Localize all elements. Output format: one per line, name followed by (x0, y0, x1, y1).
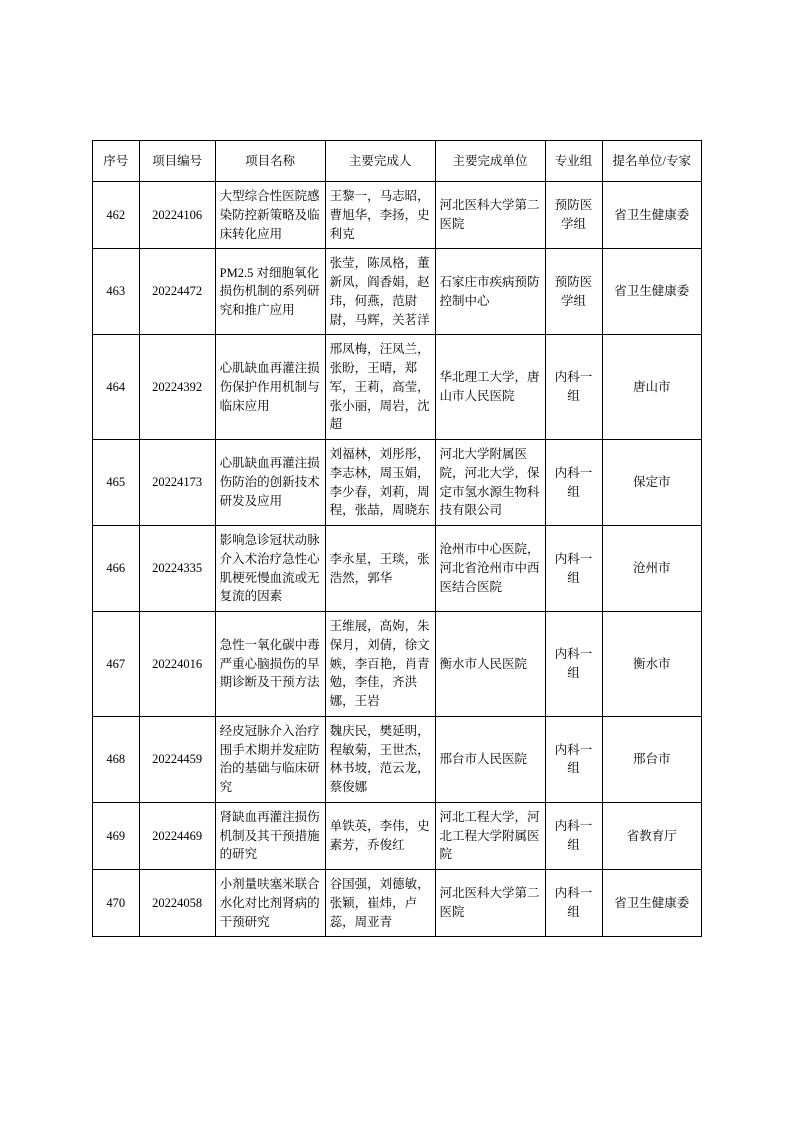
table-row (93, 440, 702, 526)
cell-nominee: 保定市 (602, 440, 701, 526)
cell-project-name: 小剂量呋塞米联合水化对比剂肾病的干预研究 (215, 870, 325, 937)
cell-nominee: 衡水市 (602, 612, 701, 717)
table-row (93, 716, 702, 802)
cell-project-name: 大型综合性医院感染防控新策略及临床转化应用 (215, 182, 325, 249)
cell-org: 沧州市中心医院，河北省沧州市中西医结合医院 (435, 526, 545, 612)
cell-org: 衡水市人民医院 (435, 612, 545, 717)
cell-project-name: 肾缺血再灌注损伤机制及其干预措施的研究 (215, 802, 325, 869)
cell-group: 内科一组 (545, 335, 602, 440)
cell-project-name: 经皮冠脉介入治疗围手术期并发症防治的基础与临床研究 (215, 716, 325, 802)
cell-people: 邢凤梅，汪凤兰，张盼，王晴，郑军，王莉，高莹，张小丽，周岩，沈超 (325, 335, 435, 440)
cell-no: 469 (93, 802, 140, 869)
cell-no: 470 (93, 870, 140, 937)
cell-group: 预防医学组 (545, 249, 602, 335)
cell-code: 20224173 (139, 440, 215, 526)
cell-no: 464 (93, 335, 140, 440)
cell-group: 内科一组 (545, 870, 602, 937)
table-row (93, 802, 702, 869)
cell-nominee: 邢台市 (602, 716, 701, 802)
cell-project-name: 心肌缺血再灌注损伤保护作用机制与临床应用 (215, 335, 325, 440)
cell-org: 华北理工大学，唐山市人民医院 (435, 335, 545, 440)
cell-project-name: 心肌缺血再灌注损伤防治的创新技术研发及应用 (215, 440, 325, 526)
cell-nominee: 省卫生健康委 (602, 249, 701, 335)
cell-people: 王维展，高姁，朱保月，刘倩，徐文嫉，李百艳，肖青勉，李佳，齐洪娜，王岩 (325, 612, 435, 717)
cell-org: 河北医科大学第二医院 (435, 182, 545, 249)
table-row (93, 249, 702, 335)
cell-no: 465 (93, 440, 140, 526)
cell-group: 内科一组 (545, 716, 602, 802)
cell-code: 20224335 (139, 526, 215, 612)
cell-group: 内科一组 (545, 440, 602, 526)
cell-code: 20224058 (139, 870, 215, 937)
cell-no: 467 (93, 612, 140, 717)
cell-project-name: 影响急诊冠状动脉介入术治疗急性心肌梗死慢血流或无复流的因素 (215, 526, 325, 612)
cell-group: 内科一组 (545, 802, 602, 869)
cell-no: 466 (93, 526, 140, 612)
award-projects-table (92, 140, 702, 937)
cell-people: 李永星，王琰，张浩然，郭华 (325, 526, 435, 612)
table-row (93, 335, 702, 440)
cell-org: 河北大学附属医院，河北大学，保定市氢水源生物科技有限公司 (435, 440, 545, 526)
column-header-group: 专业组 (545, 141, 602, 182)
cell-people: 张莹，陈凤格，董新凤，阎香娟，赵玮，何燕，范尉尉，马辉，关茗洋 (325, 249, 435, 335)
cell-nominee: 省教育厅 (602, 802, 701, 869)
column-header-nominee: 提名单位/专家 (602, 141, 701, 182)
cell-org: 邢台市人民医院 (435, 716, 545, 802)
cell-no: 462 (93, 182, 140, 249)
cell-group: 内科一组 (545, 612, 602, 717)
cell-nominee: 沧州市 (602, 526, 701, 612)
table-row (93, 870, 702, 937)
cell-code: 20224106 (139, 182, 215, 249)
cell-group: 内科一组 (545, 526, 602, 612)
cell-no: 463 (93, 249, 140, 335)
cell-project-name: 急性一氧化碳中毒严重心脑损伤的早期诊断及干预方法 (215, 612, 325, 717)
cell-code: 20224016 (139, 612, 215, 717)
cell-org: 石家庄市疾病预防控制中心 (435, 249, 545, 335)
cell-people: 王黎一，马志昭，曹旭华，李扬，史利克 (325, 182, 435, 249)
table-header-row (93, 141, 702, 182)
table-row (93, 526, 702, 612)
cell-nominee: 唐山市 (602, 335, 701, 440)
cell-code: 20224392 (139, 335, 215, 440)
cell-code: 20224472 (139, 249, 215, 335)
table-row (93, 182, 702, 249)
cell-group: 预防医学组 (545, 182, 602, 249)
column-header-code: 项目编号 (139, 141, 215, 182)
cell-people: 魏庆民，樊延明，程敏菊，王世杰，林书坡，范云龙，蔡俊娜 (325, 716, 435, 802)
table-row (93, 612, 702, 717)
cell-code: 20224459 (139, 716, 215, 802)
cell-project-name: PM2.5 对细胞氧化损伤机制的系列研究和推广应用 (215, 249, 325, 335)
cell-people: 刘福林，刘彤彤，李志林，周玉娟，李少春，刘莉，周程，张喆，周晓东 (325, 440, 435, 526)
column-header-org: 主要完成单位 (435, 141, 545, 182)
column-header-no: 序号 (93, 141, 140, 182)
column-header-name: 项目名称 (215, 141, 325, 182)
cell-no: 468 (93, 716, 140, 802)
cell-nominee: 省卫生健康委 (602, 182, 701, 249)
cell-people: 单铁英，李伟，史素芳，乔俊红 (325, 802, 435, 869)
cell-nominee: 省卫生健康委 (602, 870, 701, 937)
cell-org: 河北医科大学第二医院 (435, 870, 545, 937)
cell-code: 20224469 (139, 802, 215, 869)
cell-org: 河北工程大学，河北工程大学附属医院 (435, 802, 545, 869)
column-header-people: 主要完成人 (325, 141, 435, 182)
cell-people: 谷国强，刘德敏，张颖，崔炜，卢蕊，周亚青 (325, 870, 435, 937)
